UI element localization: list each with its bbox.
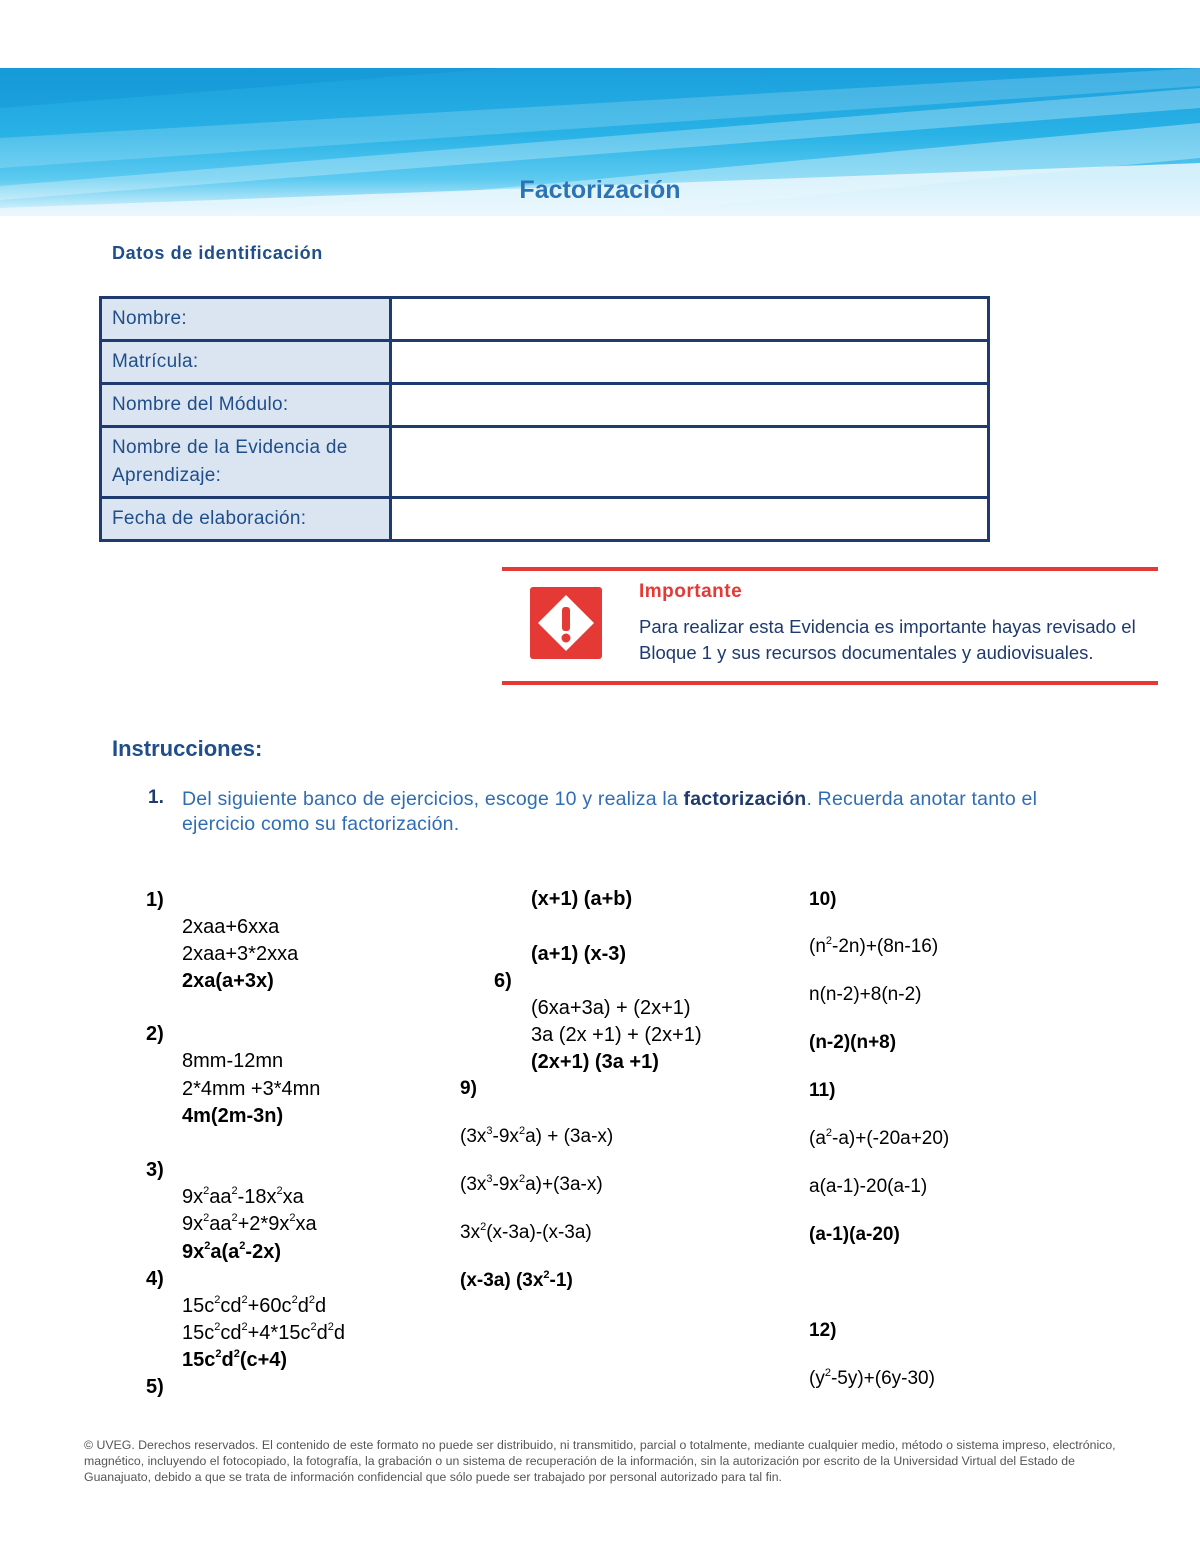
matricula-label: Matrícula: <box>101 341 391 384</box>
name-label: Nombre: <box>101 298 391 341</box>
table-row <box>101 427 989 498</box>
date-label: Fecha de elaboración: <box>101 498 391 541</box>
instruction-text <box>182 787 1102 837</box>
exercise-3-line-1: $9x^2aa^2-18x^2xa$ <box>182 1185 304 1208</box>
exercise-11-line-1: $(a^2-a)+(-20a+20)$ <box>809 1126 950 1149</box>
exercise-9-label: 9) <box>460 1078 477 1099</box>
evidence-label: Nombre de la Evidencia de Aprendizaje: <box>101 427 391 498</box>
exercise-5-result-2: (a+1) (x-3) <box>531 943 627 965</box>
instruction-number: 1. <box>148 787 164 808</box>
exercise-2-result: 4m(2m-3n) <box>182 1105 284 1127</box>
exercise-5-result-1: (x+1) (a+b) <box>531 888 633 910</box>
exercise-5-label: 5) <box>146 1376 164 1398</box>
exercise-6-result: (2x+1) (3a +1) <box>531 1051 659 1073</box>
exercise-6-line-2: 3a (2x +1) + (2x+1) <box>531 1024 702 1046</box>
matricula-field[interactable] <box>391 341 989 384</box>
exercise-2-line-1: 8mm-12mn <box>182 1050 284 1072</box>
exercise-11-result: (a-1)(a-20) <box>809 1224 900 1245</box>
exercise-1-line-2: 2xaa+3*2xxa <box>182 943 299 965</box>
identification-heading: Datos de identificación <box>112 243 323 263</box>
copyright-footer: © UVEG. Derechos reservados. El contenido de este formato no puede ser distribuido, ni transmitido, parcial o totalmente, mediante cualquier medio, método o sistema impreso, electrónico, magnético, incluyendo el fotocopiado, la fotografía, la grabación o un sistema de recuperación de la información, sin la autorización por escrito de la Universidad Virtual del Estado de Guanajuato, debido a que se trata de información confidencial que sólo puede ser trabajado por personal autorizado para tal fin. <box>84 1438 1116 1484</box>
exercise-4-result: $15c^2d^2(c+4)$ <box>182 1348 288 1371</box>
identification-table <box>99 296 990 542</box>
exercise-10-result: (n-2)(n+8) <box>809 1032 897 1053</box>
table-row <box>101 341 989 384</box>
exercise-9-line-1: $(3x^3-9x^2a) + (3a-x)$ <box>460 1124 614 1147</box>
important-title: Importante <box>639 581 743 602</box>
exercise-4-line-2: $15c^2cd^2+4*15c^2d^2d$ <box>182 1321 345 1344</box>
exercise-3-line-2: $9x^2aa^2+2*9x^2xa$ <box>182 1212 317 1235</box>
exercise-11-label: 11) <box>809 1080 836 1101</box>
table-row <box>101 298 989 341</box>
document-title: Factorización <box>519 176 681 204</box>
instruction-text-bold: factorización <box>683 788 807 810</box>
instruction-text-after: . Recuerda anotar tanto el ejercicio como su factorización. <box>182 788 1038 835</box>
exercise-2-label: 2) <box>146 1023 164 1045</box>
exercise-6-line-1: (6xa+3a) + (2x+1) <box>531 997 691 1019</box>
exercise-6-label: 6) <box>494 970 512 992</box>
warning-icon <box>530 587 602 659</box>
evidence-field[interactable] <box>391 427 989 498</box>
instructions-heading: Instrucciones: <box>112 736 263 761</box>
exercise-4-label: 4) <box>146 1268 164 1290</box>
exercise-11-line-2: a(a-1)-20(a-1) <box>809 1176 928 1197</box>
exercise-1-label: 1) <box>146 889 164 911</box>
exercise-9-line-2: $(3x^3-9x^2a)+(3a-x)$ <box>460 1172 603 1195</box>
important-notice <box>502 567 1158 685</box>
exercise-10-line-1: $(n^2-2n)+(8n-16)$ <box>809 934 939 957</box>
exercise-2-line-2: 2*4mm +3*4mn <box>182 1078 321 1100</box>
exercise-12-line-1: $(y^2-5y)+(6y-30)$ <box>809 1366 935 1389</box>
exercise-3-result: $9x^2a(a^2-2x)$ <box>182 1240 281 1263</box>
exercise-9-result: (x-3a) $(3x^2-1)$ <box>460 1268 573 1291</box>
module-field[interactable] <box>391 384 989 427</box>
instruction-text-before: Del siguiente banco de ejercicios, escoge 10 y realiza la <box>182 788 684 810</box>
important-text: Para realizar esta Evidencia es importante hayas revisado el Bloque 1 y sus recursos documentales y audiovisuales. <box>639 616 1136 663</box>
exercise-3-label: 3) <box>146 1159 164 1181</box>
exercise-12-label: 12) <box>809 1320 837 1341</box>
exercise-4-line-1: $15c^2cd^2+60c^2d^2d$ <box>182 1294 327 1317</box>
exercise-10-line-2: n(n-2)+8(n-2) <box>809 984 922 1005</box>
exercise-10-label: 10) <box>809 889 837 910</box>
table-row <box>101 384 989 427</box>
date-field[interactable] <box>391 498 989 541</box>
exercise-9-line-3: $3x^2(x-3a)-(x-3a)$ <box>460 1220 592 1243</box>
exercise-1-result: 2xa(a+3x) <box>182 970 274 992</box>
name-field[interactable] <box>391 298 989 341</box>
module-label: Nombre del Módulo: <box>101 384 391 427</box>
table-row <box>101 498 989 541</box>
exercise-1-line-1: 2xaa+6xxa <box>182 916 280 938</box>
